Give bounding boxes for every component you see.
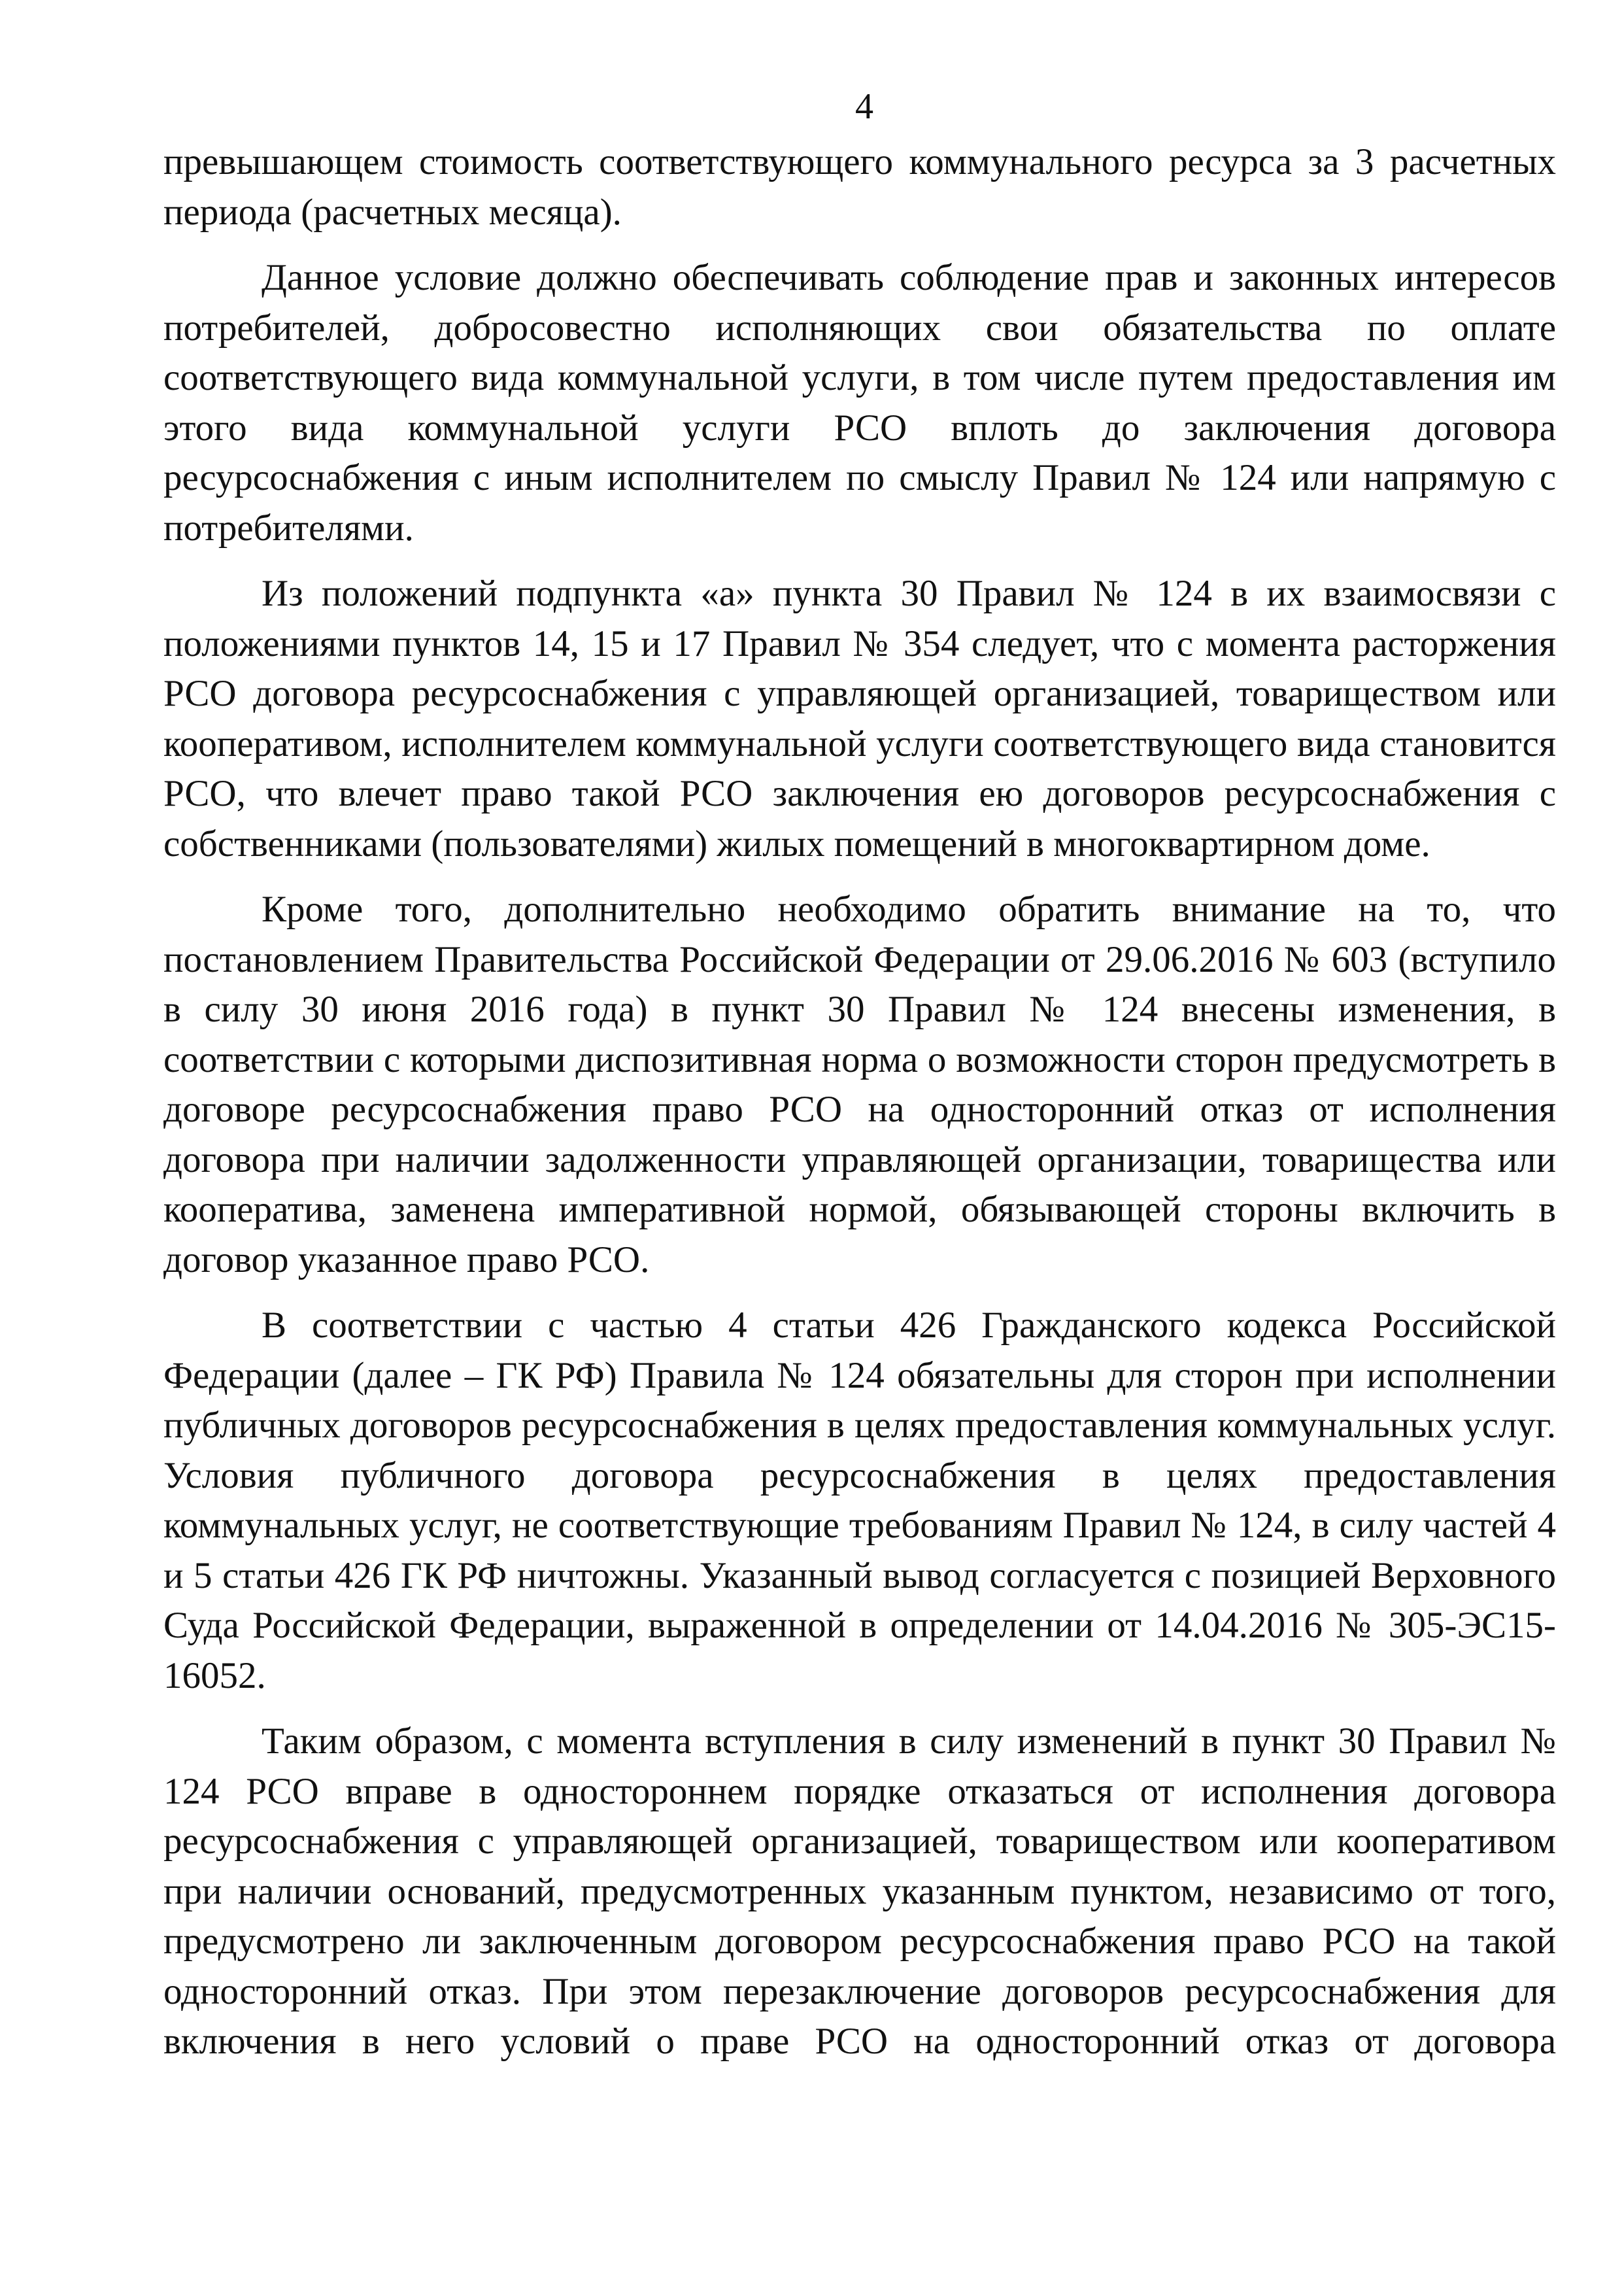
paragraph-resolution-603: Кроме того, дополнительно необходимо обратить внимание на то, что постановлением Правительства Российской Федерации от 29.06.2016 № 603 (вступило в силу 30 июня 2016 года) в пункт 30 Правил № 124 внесены изменения, в соответствии с которыми диспозитивная норма о возможности сторон предусмотреть в договоре ресурсоснабжения право РСО на односторонний отказ от исполнения договора при наличии задолженности управляющей организации, товарищества или кооператива, заменена императивной нормой, обязывающей стороны включить в договор указанное право РСО. bbox=[163, 889, 1556, 1280]
document-body bbox=[163, 137, 1556, 2067]
page-number: 4 bbox=[855, 86, 873, 127]
paragraph-conclusion: Таким образом, с момента вступления в силу изменений в пункт 30 Правил № 124 РСО вправе в одностороннем порядке отказаться от исполнения договора ресурсоснабжения с управляющей организацией, товариществом или кооперативом при наличии оснований, предусмотренных указанным пунктом, независимо от того, предусмотрено ли заключенным договором ресурсоснабжения право РСО на такой односторонний отказ. При этом перезаключение договоров ресурсоснабжения для включения в него условий о праве РСО на односторонний отказ от договора bbox=[163, 1720, 1556, 2062]
paragraph-civil-code: В соответствии с частью 4 статьи 426 Гражданского кодекса Российской Федерации (далее – ГК РФ) Правила № 124 обязательны для сторон при исполнении публичных договоров ресурсоснабжения в целях предоставления коммунальных услуг. Условия публичного договора ресурсоснабжения в целях предоставления коммунальных услуг, не соответствующие требованиям Правил № 124, в силу частей 4 и 5 статьи 426 ГК РФ ничтожны. Указанный вывод согласуется с позицией Верховного Суда Российской Федерации, выраженной в определении от 14.04.2016 № 305-ЭС15-16052. bbox=[163, 1305, 1556, 1696]
paragraph-continuation: превышающем стоимость соответствующего коммунального ресурса за 3 расчетных периода (расчетных месяца). bbox=[163, 141, 1556, 233]
paragraph-rso-executor: Из положений подпункта «а» пункта 30 Правил № 124 в их взаимосвязи с положениями пунктов 14, 15 и 17 Правил № 354 следует, что с момента расторжения РСО договора ресурсоснабжения с управляющей организацией, товариществом или кооперативом, исполнителем коммунальной услуги соответствующего вида становится РСО, что влечет право такой РСО заключения ею договоров ресурсоснабжения с собственниками (пользователями) жилых помещений в многоквартирном доме. bbox=[163, 573, 1556, 865]
paragraph-consumer-rights: Данное условие должно обеспечивать соблюдение прав и законных интересов потребителей, добросовестно исполняющих свои обязательства по оплате соответствующего вида коммунальной услуги, в том числе путем предоставления им этого вида коммунальной услуги РСО вплоть до заключения договора ресурсоснабжения с иным исполнителем по смыслу Правил № 124 или напрямую с потребителями. bbox=[163, 257, 1556, 549]
